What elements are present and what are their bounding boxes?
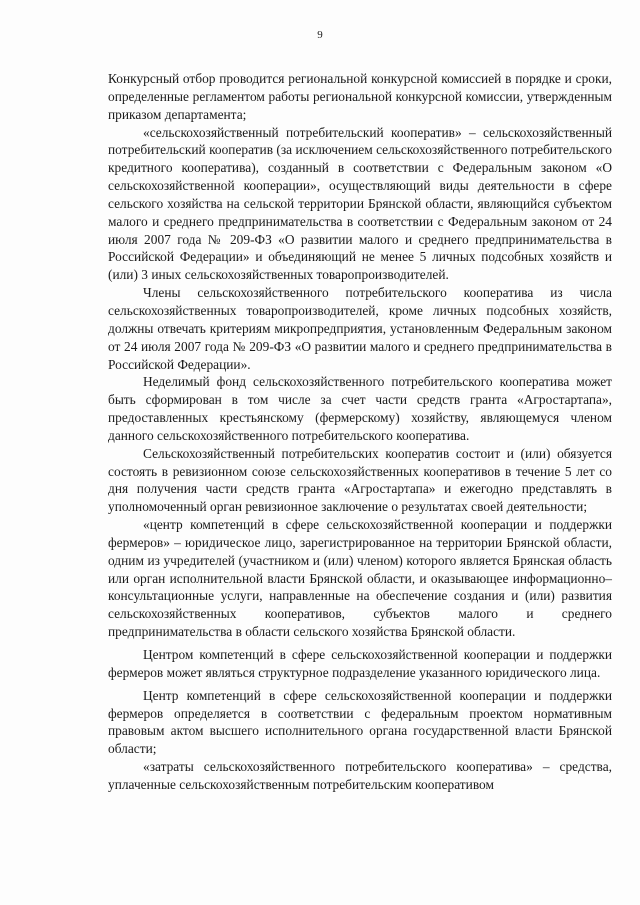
document-body: [108, 70, 612, 794]
paragraph-audit-union: Сельскохозяйственный потребительских кооператив состоит и (или) обязуется состоять в ревизионном союзе сельскохозяйственных кооперативов в течение 5 лет со дня получения части средств гранта «Агростартапа» и ежегодно представлять в уполномоченный орган ревизионное заключение о результатах своей деятельности;: [108, 445, 612, 515]
page-number: 9: [317, 29, 323, 41]
paragraph-cooperative-definition: «сельскохозяйственный потребительский кооператив» – сельскохозяйственный потребительский кооператив (за исключением сельскохозяйственного потребительского кредитного кооператива), созданный в соответствии с Федеральным законом «О сельскохозяйственной кооперации», осуществляющий виды деятельности в сфере сельского хозяйства на сельской территории Брянской области, являющийся субъектом малого и среднего предпринимательства в соответствии с Федеральным законом от 24 июля 2007 года № 209-ФЗ «О развитии малого и среднего предпринимательства в Российской Федерации» и объединяющий не менее 5 личных подсобных хозяйств и (или) 3 иных сельскохозяйственных товаропроизводителей.: [108, 124, 612, 283]
paragraph-competence-center-subdivision: Центром компетенций в сфере сельскохозяйственной кооперации и поддержки фермеров может являться структурное подразделение указанного юридического лица.: [108, 647, 612, 680]
paragraph-competence-center-determination: Центр компетенций в сфере сельскохозяйственной кооперации и поддержки фермеров определяется в соответствии с федеральным проектом нормативным правовым актом высшего исполнительного органа государственной власти Брянской области;: [108, 687, 612, 757]
paragraph-competence-center-definition: «центр компетенций в сфере сельскохозяйственной кооперации и поддержки фермеров» – юридическое лицо, зарегистрированное на территории Брянской области, одним из учредителей (участником и (или) членом) которого является Брянская область или орган исполнительной власти Брянской области, и оказывающее информационно–консультационные услуги, направленные на обеспечение создания и (или) развития сельскохозяйственных кооперативов, субъектов малого и среднего предпринимательства в области сельского хозяйства Брянской области.: [108, 517, 612, 640]
paragraph-cooperative-members: Члены сельскохозяйственного потребительского кооператива из числа сельскохозяйственных товаропроизводителей, кроме личных подсобных хозяйств, должны отвечать критериям микропредприятия, установленным Федеральным законом от 24 июля 2007 года № 209-ФЗ «О развитии малого и среднего предпринимательства в Российской Федерации».: [108, 285, 612, 372]
paragraph-indivisible-fund: Неделимый фонд сельскохозяйственного потребительского кооператива может быть сформирован в том числе за счет части средств гранта «Агростартапа», предоставленных крестьянскому (фермерскому) хозяйству, являющемуся членом данного сельскохозяйственного потребительского кооператива.: [108, 374, 612, 443]
paragraph-cooperative-expenses: «затраты сельскохозяйственного потребительского кооператива» – средства, уплаченные сельскохозяйственным потребительским кооперативом: [108, 759, 612, 792]
paragraph-competition-selection: Конкурсный отбор проводится региональной конкурсной комиссией в порядке и сроки, определенные регламентом работы региональной конкурсной комиссии, утвержденным приказом департамента;: [108, 71, 612, 122]
